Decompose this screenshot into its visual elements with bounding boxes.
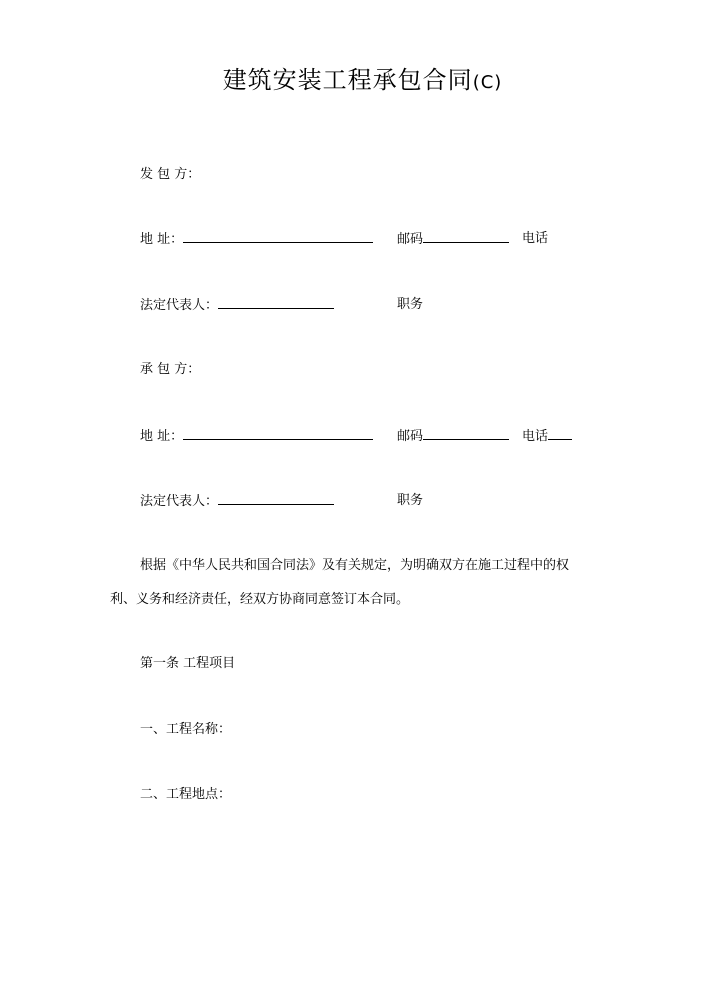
party-b-rep-label: 法定代表人： bbox=[140, 494, 219, 509]
party-a-postcode-row bbox=[397, 230, 509, 249]
party-a-address-field[interactable] bbox=[183, 230, 373, 243]
party-b-postcode-field[interactable] bbox=[423, 427, 509, 440]
party-b-address-row bbox=[140, 427, 373, 446]
preamble-line-1: 根据《中华人民共和国合同法》及有关规定，为明确双方在施工过程中的权 bbox=[140, 558, 570, 573]
party-a-postcode-label: 邮码 bbox=[397, 232, 424, 247]
party-b-phone-label: 电话 bbox=[522, 429, 549, 444]
party-a-rep-label: 法定代表人： bbox=[140, 298, 219, 313]
party-a-rep-row bbox=[140, 296, 334, 315]
party-a-address-row bbox=[140, 230, 373, 249]
party-a-rep-field[interactable] bbox=[218, 296, 334, 309]
party-a-position-label: 职务 bbox=[397, 297, 424, 312]
title-suffix: (C) bbox=[472, 72, 503, 93]
party-a-phone-label: 电话 bbox=[522, 231, 549, 246]
party-a-postcode-field[interactable] bbox=[423, 230, 509, 243]
party-b-phone-row bbox=[522, 427, 572, 446]
party-b-address-field[interactable] bbox=[183, 427, 373, 440]
party-b-rep-field[interactable] bbox=[218, 492, 334, 505]
party-b-address-label: 地 址： bbox=[140, 429, 184, 444]
item-project-location: 二、工程地点： bbox=[140, 787, 232, 802]
item-project-name: 一、工程名称： bbox=[140, 722, 232, 737]
page-title bbox=[0, 62, 725, 101]
party-b-label: 承 包 方： bbox=[140, 362, 201, 377]
party-b-postcode-row bbox=[397, 427, 509, 446]
party-b-phone-field[interactable] bbox=[548, 427, 572, 440]
party-a-address-label: 地 址： bbox=[140, 232, 184, 247]
party-b-postcode-label: 邮码 bbox=[397, 429, 424, 444]
preamble-line-2: 利、义务和经济责任，经双方协商同意签订本合同。 bbox=[110, 592, 410, 607]
party-b-position-label: 职务 bbox=[397, 493, 424, 508]
party-a-label: 发 包 方： bbox=[140, 167, 201, 182]
article-1-heading: 第一条 工程项目 bbox=[140, 656, 236, 671]
party-b-rep-row bbox=[140, 492, 334, 511]
title-text: 建筑安装工程承包合同 bbox=[222, 66, 473, 94]
